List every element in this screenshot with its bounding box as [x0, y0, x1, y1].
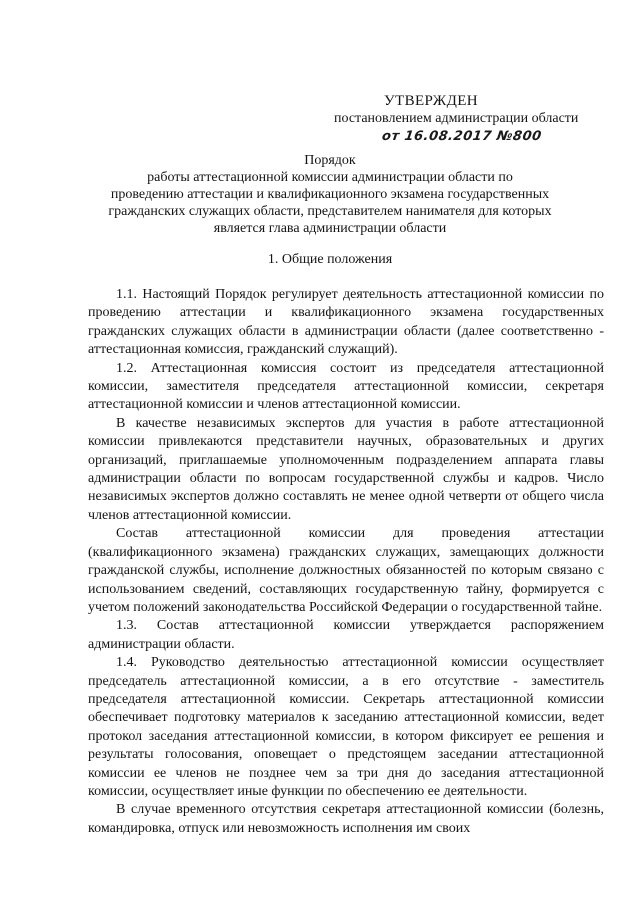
document-title-block — [80, 152, 580, 237]
document-subtitle-line: работы аттестационной комиссии администрации области по — [147, 170, 513, 185]
paragraph-1-4: 1.4. Руководство деятельностью аттестационной комиссии осуществляет председатель аттестационной комиссии, а в его отсутствие - заместитель председателя аттестационной комиссии. Секретарь аттестационной комиссии обеспечивает подготовку материалов к заседанию аттестационной комиссии, ведет протокол заседания аттестационной комиссии, в котором фиксирует ее решения и результаты голосования, оповещает о предстоящем заседании аттестационной комиссии ее членов не позднее чем за три дня до заседания аттестационной комиссии, осуществляет иные функции по обеспечению ее деятельности. — [88, 655, 604, 799]
section-heading: 1. Общие положения — [267, 252, 393, 267]
approval-stamp — [334, 93, 604, 145]
paragraph-1-3: 1.3. Состав аттестационной комиссии утверждается распоряжением администрации области. — [88, 618, 604, 652]
document-title: Порядок — [304, 153, 356, 168]
document-subtitle-line: является глава администрации области — [213, 221, 447, 236]
paragraph-experts: В качестве независимых экспертов для участия в работе аттестационной комиссии привлекаются представители научных, образовательных и других организаций, приглашаемые уполномоченным подразделением аппарата главы администрации области по вопросам государственной службы и кадров. Число независимых экспертов должно составлять не менее одной четверти от общего числа членов аттестационной комиссии. — [88, 415, 604, 523]
paragraph-secretary-absence: В случае временного отсутствия секретаря аттестационной комиссии (болезнь, командировка, отпуск или невозможность исполнения им своих — [88, 802, 604, 836]
handwritten-date-number: от 16.08.2017 №800 — [380, 129, 543, 144]
decree-line: постановлением администрации области — [334, 111, 579, 126]
paragraph-composition: Состав аттестационной комиссии для проведения аттестации (квалификационного экзамена) гражданских служащих, замещающих должности гражданской службы, исполнение должностных обязанностей по которым связано с использованием сведений, составляющих государственную тайну, формируется с учетом положений законодательства Российской Федерации о государственной тайне. — [88, 526, 604, 615]
document-body — [88, 286, 604, 838]
approved-label: УТВЕРЖДЕН — [384, 93, 479, 109]
document-subtitle-line: проведению аттестации и квалификационного экзамена государственных — [110, 187, 550, 202]
document-subtitle-line: гражданских служащих области, представителем нанимателя для которых — [108, 204, 552, 219]
paragraph-1-1: 1.1. Настоящий Порядок регулирует деятельность аттестационной комиссии по проведению аттестации и квалификационного экзамена государственных гражданских служащих области в администрации области (далее соответственно - аттестационная комиссия, гражданский служащий). — [88, 287, 604, 358]
paragraph-1-2: 1.2. Аттестационная комиссия состоит из председателя аттестационной комиссии, заместителя председателя аттестационной комиссии, секретаря аттестационной комиссии и членов аттестационной комиссии. — [88, 360, 604, 413]
